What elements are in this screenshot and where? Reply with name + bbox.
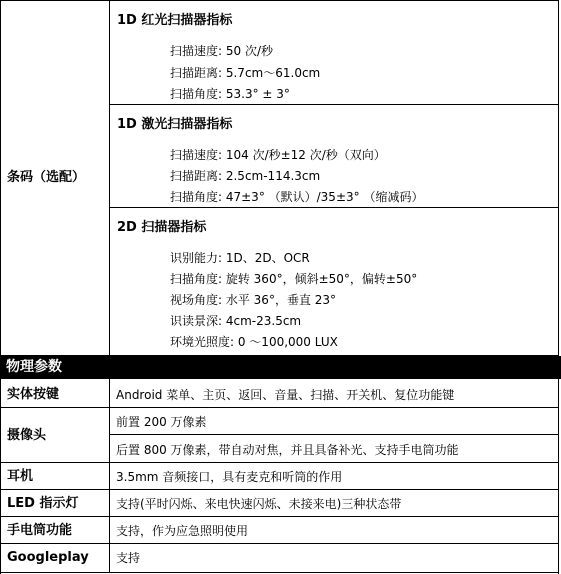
section-header [0, 356, 561, 379]
row-value: 后置 800 万像素，带自动对焦，并且具备补光、支持手电筒功能 [116, 443, 459, 457]
section-title-2d: 2D 扫描器指标 [117, 220, 207, 235]
row-label-led: LED 指示灯 [7, 496, 79, 511]
section-line: 扫描距离: 5.7cm～61.0cm [170, 66, 321, 80]
section-line: 扫描角度: 47±3° （默认）/35±3° （缩减码） [170, 190, 424, 204]
row-label-flashlight: 手电筒功能 [7, 523, 73, 538]
row-divider [109, 207, 559, 208]
section-line: 扫描速度: 104 次/秒±12 次/秒（双向） [170, 148, 386, 162]
row-divider [0, 462, 559, 463]
table-border-left [0, 0, 1, 574]
row-value: 3.5mm 音频接口，具有麦克和听筒的作用 [116, 470, 343, 484]
table-border-right [558, 0, 559, 574]
section-line: 扫描角度: 53.3° ± 3° [170, 87, 290, 101]
row-divider [109, 434, 559, 435]
row-value: Android 菜单、主页、返回、音量、扫描、开关机、复位功能键 [116, 388, 455, 402]
row-divider [109, 104, 559, 105]
row-divider [0, 516, 559, 517]
section-line: 识读景深: 4cm-23.5cm [170, 314, 302, 328]
row-value: 支持(平时闪烁、来电快速闪烁、未接来电)三种状态带 [116, 497, 402, 511]
section-line: 环境光照度: 0 ～100,000 LUX [170, 335, 338, 349]
row-divider [0, 407, 559, 408]
row-value: 支持，作为应急照明使用 [116, 524, 249, 538]
section-line: 视场角度: 水平 36°，垂直 23° [170, 293, 337, 307]
section-line: 扫描速度: 50 次/秒 [170, 44, 273, 58]
section-header-label: 物理参数 [6, 359, 62, 375]
table-border-top [0, 0, 559, 1]
row-label-headphone: 耳机 [7, 469, 34, 484]
row-divider [0, 489, 559, 490]
row-label-buttons: 实体按键 [7, 387, 60, 402]
barcode-label: 条码（选配） [7, 170, 86, 185]
section-title-1d-laser: 1D 激光扫描器指标 [117, 117, 233, 132]
section-line: 扫描距离: 2.5cm-114.3cm [170, 169, 321, 183]
section-line: 扫描角度: 旋转 360°，倾斜±50°，偏转±50° [170, 272, 418, 286]
row-label-camera: 摄像头 [7, 428, 47, 443]
table-border-bottom [0, 572, 559, 573]
section-line: 识别能力: 1D、2D、OCR [170, 251, 310, 265]
section-title-1d-red: 1D 红光扫描器指标 [117, 13, 233, 28]
row-label-googleplay: Googleplay [7, 550, 89, 565]
row-value: 前置 200 万像素 [116, 415, 207, 429]
row-divider [0, 543, 559, 544]
column-divider [109, 0, 110, 356]
row-divider [0, 355, 559, 356]
row-value: 支持 [116, 551, 141, 565]
